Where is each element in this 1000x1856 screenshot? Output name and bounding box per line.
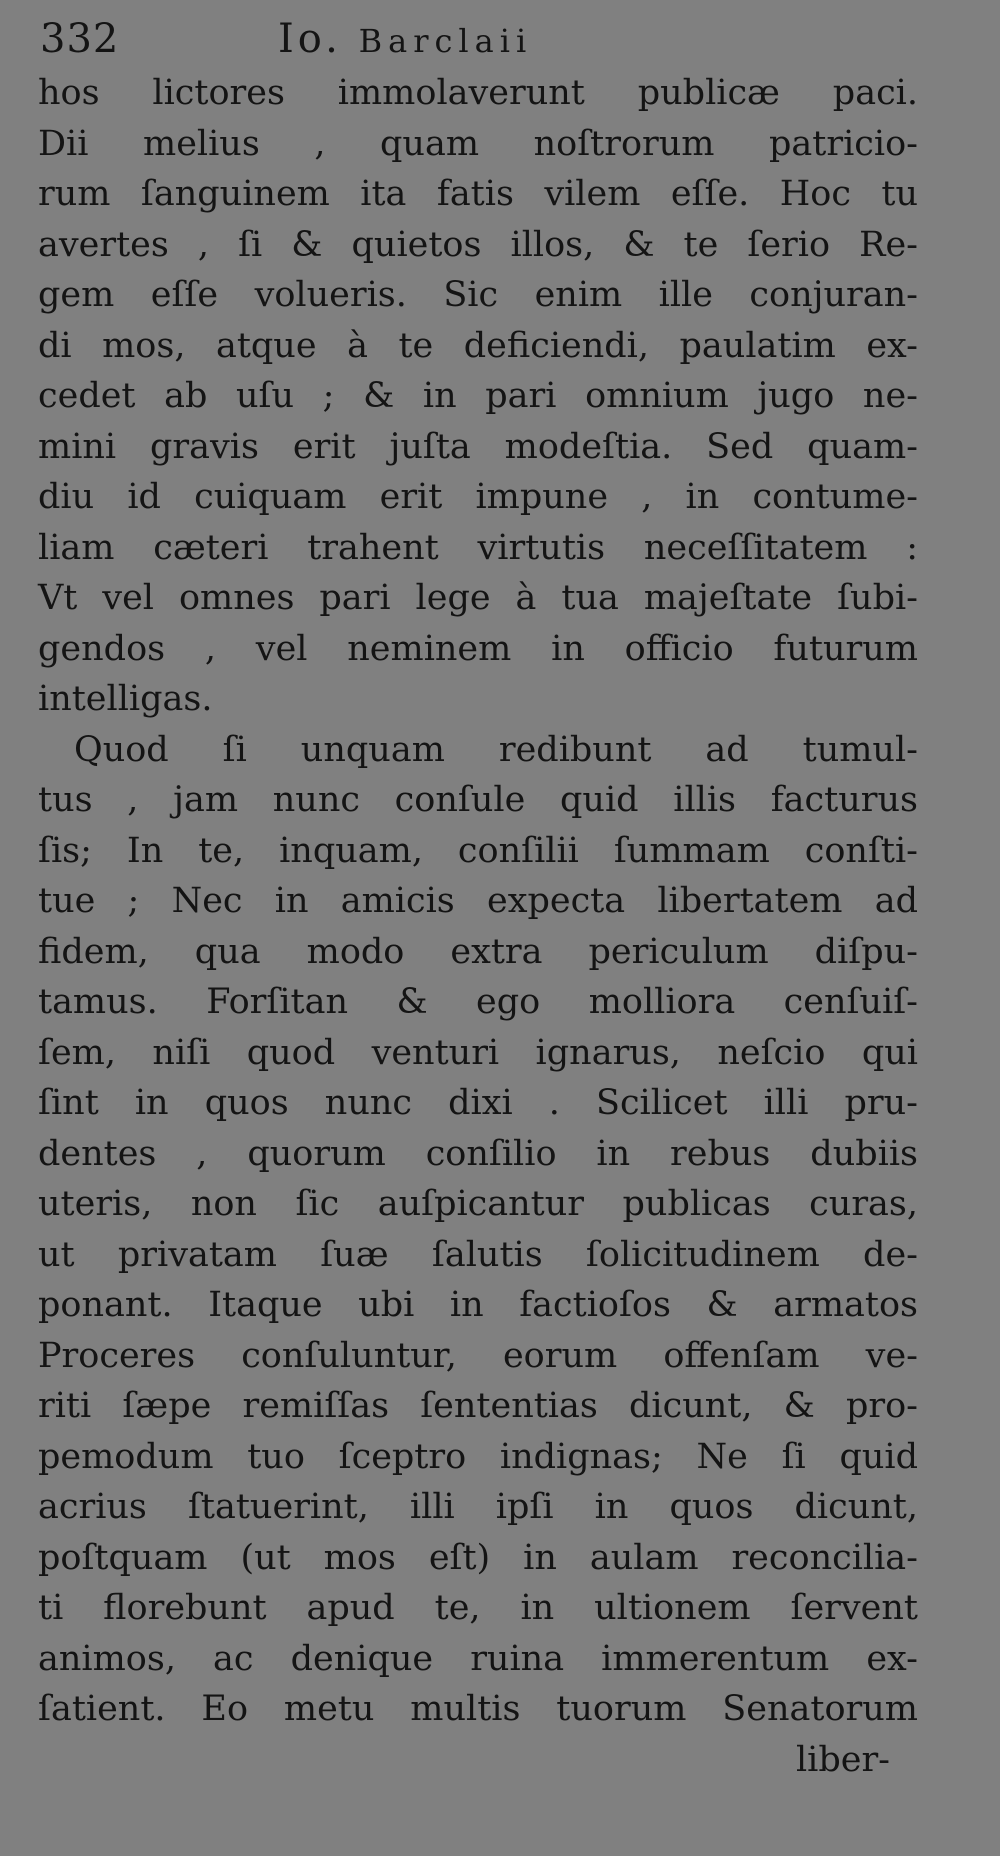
- book-page: [38, 8, 918, 1785]
- text-line: diu id cuiquam erit impune , in contume-: [38, 477, 918, 517]
- text-line: ſis; In te, inquam, conſilii ſummam conſti-: [38, 830, 918, 871]
- text-line: Dii melius , quam noſtrorum patricio-: [38, 123, 918, 164]
- text-line: intelligas.: [38, 679, 213, 719]
- running-head-prefix: Io.: [278, 16, 359, 62]
- text-line: avertes , ſi & quietos illos, & te ſerio Re-: [38, 224, 918, 265]
- text-line: mini gravis erit juſta modeſtia. Sed quam-: [38, 426, 918, 467]
- text-line: hos lictores immolaverunt publicæ paci.: [38, 73, 918, 113]
- text-line: Quod ſi unquam redibunt ad tumul-: [74, 729, 918, 770]
- text-line: ponant. Itaque ubi in factioſos & armatos: [38, 1285, 918, 1325]
- text-line: riti ſæpe remiſſas ſententias dicunt, & pro-: [38, 1386, 918, 1426]
- text-line: animos, ac denique ruina immerentum ex-: [38, 1638, 918, 1679]
- text-line: Vt vel omnes pari lege à tua majeſtate ſubi-: [38, 578, 918, 618]
- body-text: [38, 68, 918, 1785]
- text-line: fidem, qua modo extra periculum diſpu-: [38, 931, 918, 972]
- text-line: dentes , quorum conſilio in rebus dubiis: [38, 1133, 918, 1174]
- text-line: tamus. Forſitan & ego molliora cenſuiſ-: [38, 982, 918, 1022]
- text-line: uteris, non ſic auſpicantur publicas curas,: [38, 1184, 918, 1224]
- text-line: ſem, niſi quod venturi ignarus, neſcio qui: [38, 1032, 918, 1073]
- text-line: poſtquam (ut mos eſt) in aulam reconcilia-: [38, 1537, 918, 1578]
- text-line: pemodum tuo ſceptro indignas; Ne ſi quid: [38, 1436, 918, 1477]
- text-line: ut privatam ſuæ ſalutis ſolicitudinem de-: [38, 1234, 918, 1275]
- text-line: ſint in quos nunc dixi . Scilicet illi pru-: [38, 1083, 918, 1123]
- paragraph-2: [38, 725, 918, 1735]
- text-line: acrius ſtatuerint, illi ipſi in quos dicunt,: [38, 1487, 918, 1527]
- text-line: di mos, atque à te deficiendi, paulatim ex-: [38, 325, 918, 366]
- paragraph-1: [38, 68, 918, 725]
- text-line: liam cæteri trahent virtutis neceſſitatem :: [38, 527, 918, 568]
- running-head-author: Barclaii: [358, 22, 533, 60]
- text-line: tus , jam nunc conſule quid illis facturus: [38, 780, 918, 820]
- text-line: ſatient. Eo metu multis tuorum Senatorum: [38, 1689, 918, 1729]
- page-header: [38, 8, 918, 62]
- text-line: gendos , vel neminem in officio futurum: [38, 628, 918, 669]
- text-line: cedet ab uſu ; & in pari omnium jugo ne-: [38, 376, 918, 416]
- text-line: ti florebunt apud te, in ultionem ſervent: [38, 1588, 918, 1628]
- text-line: Proceres conſuluntur, eorum offenſam ve-: [38, 1335, 918, 1376]
- text-line: tue ; Nec in amicis expecta libertatem ad: [38, 881, 918, 921]
- text-line: rum ſanguinem ita fatis vilem eſſe. Hoc tu: [38, 174, 918, 214]
- running-head: [278, 16, 532, 62]
- catchword: liber-: [795, 1739, 890, 1780]
- page-number: 332: [40, 16, 120, 62]
- text-line: gem eſſe volueris. Sic enim ille conjuran-: [38, 275, 918, 315]
